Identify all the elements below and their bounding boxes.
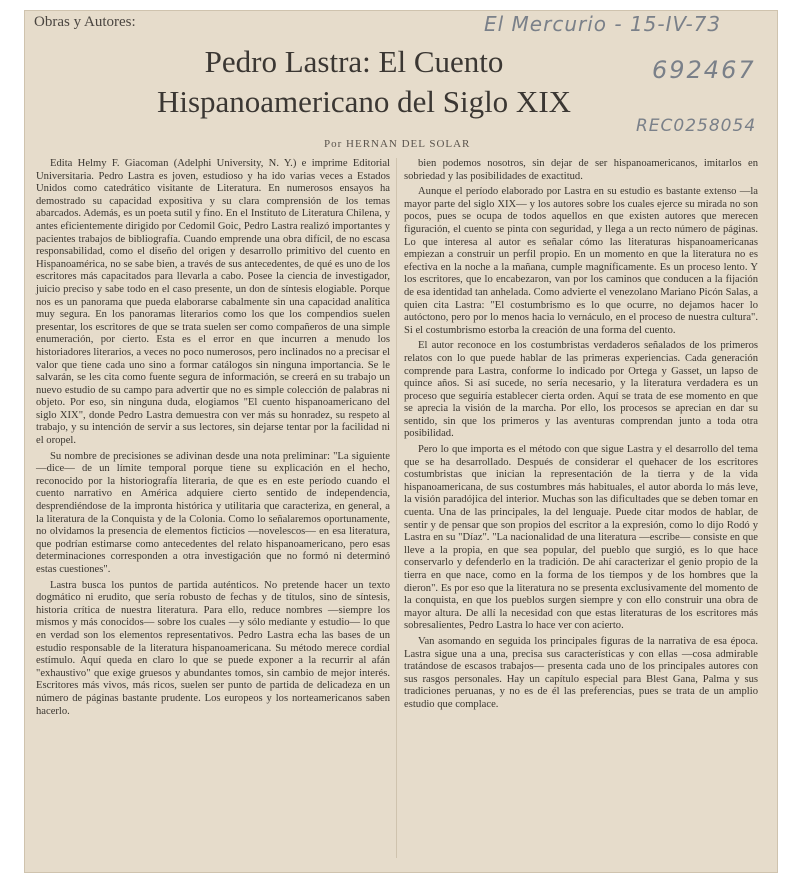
paragraph: Pero lo que importa es el método con que sigue Lastra y el desarrollo del tema que se ha desarrollado. Después de considerar el quehacer de los escritores costumbristas que inician la representación de la tierra y de la vida hispanoamericana, de sus costumbres más habituales, el autor aborda lo más leve, la visión paradójica del interior. Muchas son las dificultades que se deben tomar en cuenta. Una de las principales, la del lenguaje. Puede citar modos de hablar, de sentir y de pensar que son propios del escritor a la expresión, como lo dijo Rodó y Lastra en su "Díaz". "La nacionalidad de una literatura —escribe— consiste en que lleve a la propia, en que sea popular, del pueblo que surgió, es lo que hace conservarlo y defenderlo en la tradición. De ahí caracterizar el genio propio de la tierra en que nace, como en la forma de los tiempos y de los hombres que la dieron". Es por eso que la literatura no se presenta exclusivamente del momento de la conquista, en que los pueblos surgen siempre y con ello construir una obra de mayor altura. De allí la necesidad con que estas literaturas de los escritores más sobresalientes, Pedro Lastra lo hace ver con acierto. — [404, 444, 758, 632]
article-title-line-2: Hispanoamericano del Siglo XIX — [156, 84, 572, 119]
handwritten-code: REC0258054 — [636, 116, 757, 136]
column-divider — [396, 158, 397, 858]
paragraph: Lastra busca los puntos de partida auténticos. No pretende hacer un texto dogmático ni erudito, que sería robusto de fechas y de títulos, sino de síntesis, historia crítica de nuestra literatura. Para ello, reduce nombres —siempre los mismos y más conocidos— sobre los cuales —y sólo mediante y estudio— lo que en verdad son los elementos representativos. Pedro Lastra echa las bases de un estudio responsable de la literatura hispanoamericana. Su método merece cordial estímulo. Aquí queda en claro lo que se puede exponer a la recurrir al afán "exhaustivo" que exige gruesos y abundantes tomos, sin cambio de mejor interés. Escritores más vivos, más ricos, suelen ser punto de partida de delicadeza en un número de páginas bastante prudente. Los europeos y los norteamericanos saben hacerlo. — [36, 579, 390, 717]
paragraph: Aunque el período elaborado por Lastra en su estudio es bastante extenso —la mayor parte del siglo XIX— y los autores sobre los cuales ejerce su mirada no son pocos, pues se ocupa de todos aquellos en que existen autores que merecen figuración, el cuento se pinta con seguridad, y llega a un recto número de páginas. Lo que interesa al autor es señalar cómo las literaturas hispanoamericanas empiezan a construir un perfil propio. En un momento en que la literatura no es efectiva en la noche a la mañana, cumple magníficamente. Es un proceso lento. Y los escritores, que lo encabezaron, van por los caminos que conducen a la fijación de esa identidad tan anhelada. Como advierte el venezolano Mariano Picón Salas, a quien cita Lastra: "El costumbrismo es lo que ocurre, no dejamos hacer lo autóctono, pero por lo menos hacia lo vernáculo, en el proceso de nuestra cultura". Si el costumbrismo estorba la creación de una forma del cuento. — [404, 186, 758, 336]
article-title-line-1: Pedro Lastra: El Cuento — [204, 44, 504, 79]
handwritten-catalog-number: 692467 — [652, 56, 756, 84]
newspaper-clipping — [24, 10, 778, 873]
paragraph: Edita Helmy F. Giacoman (Adelphi University, N. Y.) e imprime Editorial Universitaria. Pedro Lastra es joven, estudioso y ha ido varias veces a Estados Unidos como catedrático visitante de Literatura. En numerosos ensayos ha demostrado su capacidad expositiva y su clara comprensión de los temas abarcados. Además, es un poeta sutil y fino. En el Instituto de Literatura Chilena, y antes eficientemente dirigido por Cedomil Goic, Pedro Lastra realizó importantes y pacientes trabajos de bibliografía. Cuando emprende una obra difícil, de no escasa responsabilidad, como el diseño del origen y desarrollo primitivo del cuento en Hispanoamérica, no se sabe bien, a través de sus antecedentes, de qué es uno de los escritores más capacitados para llevarla a cabo. Posee la ciencia de investigador, juicio preciso y sabe todo en el caso presente, un don de síntesis elogiable. Porque nos es un panorama que pueda elaborarse cabalmente sin una capacidad analítica muy segura. En los panoramas literarios como los que los compendios suelen presentar, los escritores de que se trata suelen ser como compañeros de una simple enumeración, por cierto. Esta es el error en que incurren a menudo los historiadores literarios, a veces no poco numerosos, pero inclinados no a precisar el valor que tiene cada uno sino a formar catálogos sin ninguna importancia. Se le salvarán, se les cita como fuente segura de información, se creerá en su trabajo un nuevo estudio de su campo para advertir que no es simple colección de palabras ni objeto. Por eso, sin ninguna duda, elogiamos "El cuento hispanoamericano del siglo XIX", donde Pedro Lastra demuestra con ver más su honradez, su respeto al trabajo, y su intención de servir a sus lectores, sin dejarse tentar por la facilidad ni el oropel. — [36, 158, 390, 447]
left-column — [36, 158, 390, 721]
section-heading: Obras y Autores: — [34, 14, 136, 30]
handwritten-source-date: El Mercurio - 15-IV-73 — [484, 12, 722, 36]
paragraph: Van asomando en seguida los principales figuras de la narrativa de esa época. Lastra sigue una a una, precisa sus características y con ellas —cosa admirable tratándose de escasos trabajos— presenta cada uno de los principales autores con sus rasgos personales. Hay un capítulo especial para Blest Gana, Palma y sus tradiciones peruanas, y no es de él las preferencias, pues se trata de un amplio estudio que complace. — [404, 635, 758, 710]
paragraph: Su nombre de precisiones se adivinan desde una nota preliminar: "La siguiente —dice— de un límite temporal porque tiene su explicación en el hecho, reconocido por la historiografía literaria, de que es en este período cuando el cuento narrativo en América adquiere cierto sentido de independencia, desprendiéndose de la impronta histórica y utilitaria que caracteriza, en general, a la literatura de la Conquista y de la Colonia. Como lo señalaremos oportunamente, no olvidamos la presencia de elementos ficticios —novelescos— en esa literatura, que podrían estimarse como antecedentes del relato hispanoamericano, pero esas determinaciones corresponden a otra investigación que no formó ni determinó estas cuestiones". — [36, 450, 390, 575]
right-column — [404, 158, 758, 715]
paragraph: El autor reconoce en los costumbristas verdaderos señalados de los primeros relatos con lo que puede hablar de las primeras experiencias. Cada generación comprende para Lastra, conforme lo indicado por Ortega y Gasset, un lapso de quince años. Si así sucede, no sería necesario, y la literatura verdadera es un proceso que seguiría establecer cierta orden. Aquí se trata de ese momento en que se aprecia la visión de la marcha. Por ello, los procesos se aprecian en dar su sentido, sin que los primeros y las aventuras comprendan junto a toda otra posibilidad. — [404, 340, 758, 440]
byline: Por HERNAN DEL SOLAR — [324, 138, 471, 150]
paragraph: bien podemos nosotros, sin dejar de ser hispanoamericanos, imitarlos en sobriedad y las posibilidades de exactitud. — [404, 158, 758, 182]
